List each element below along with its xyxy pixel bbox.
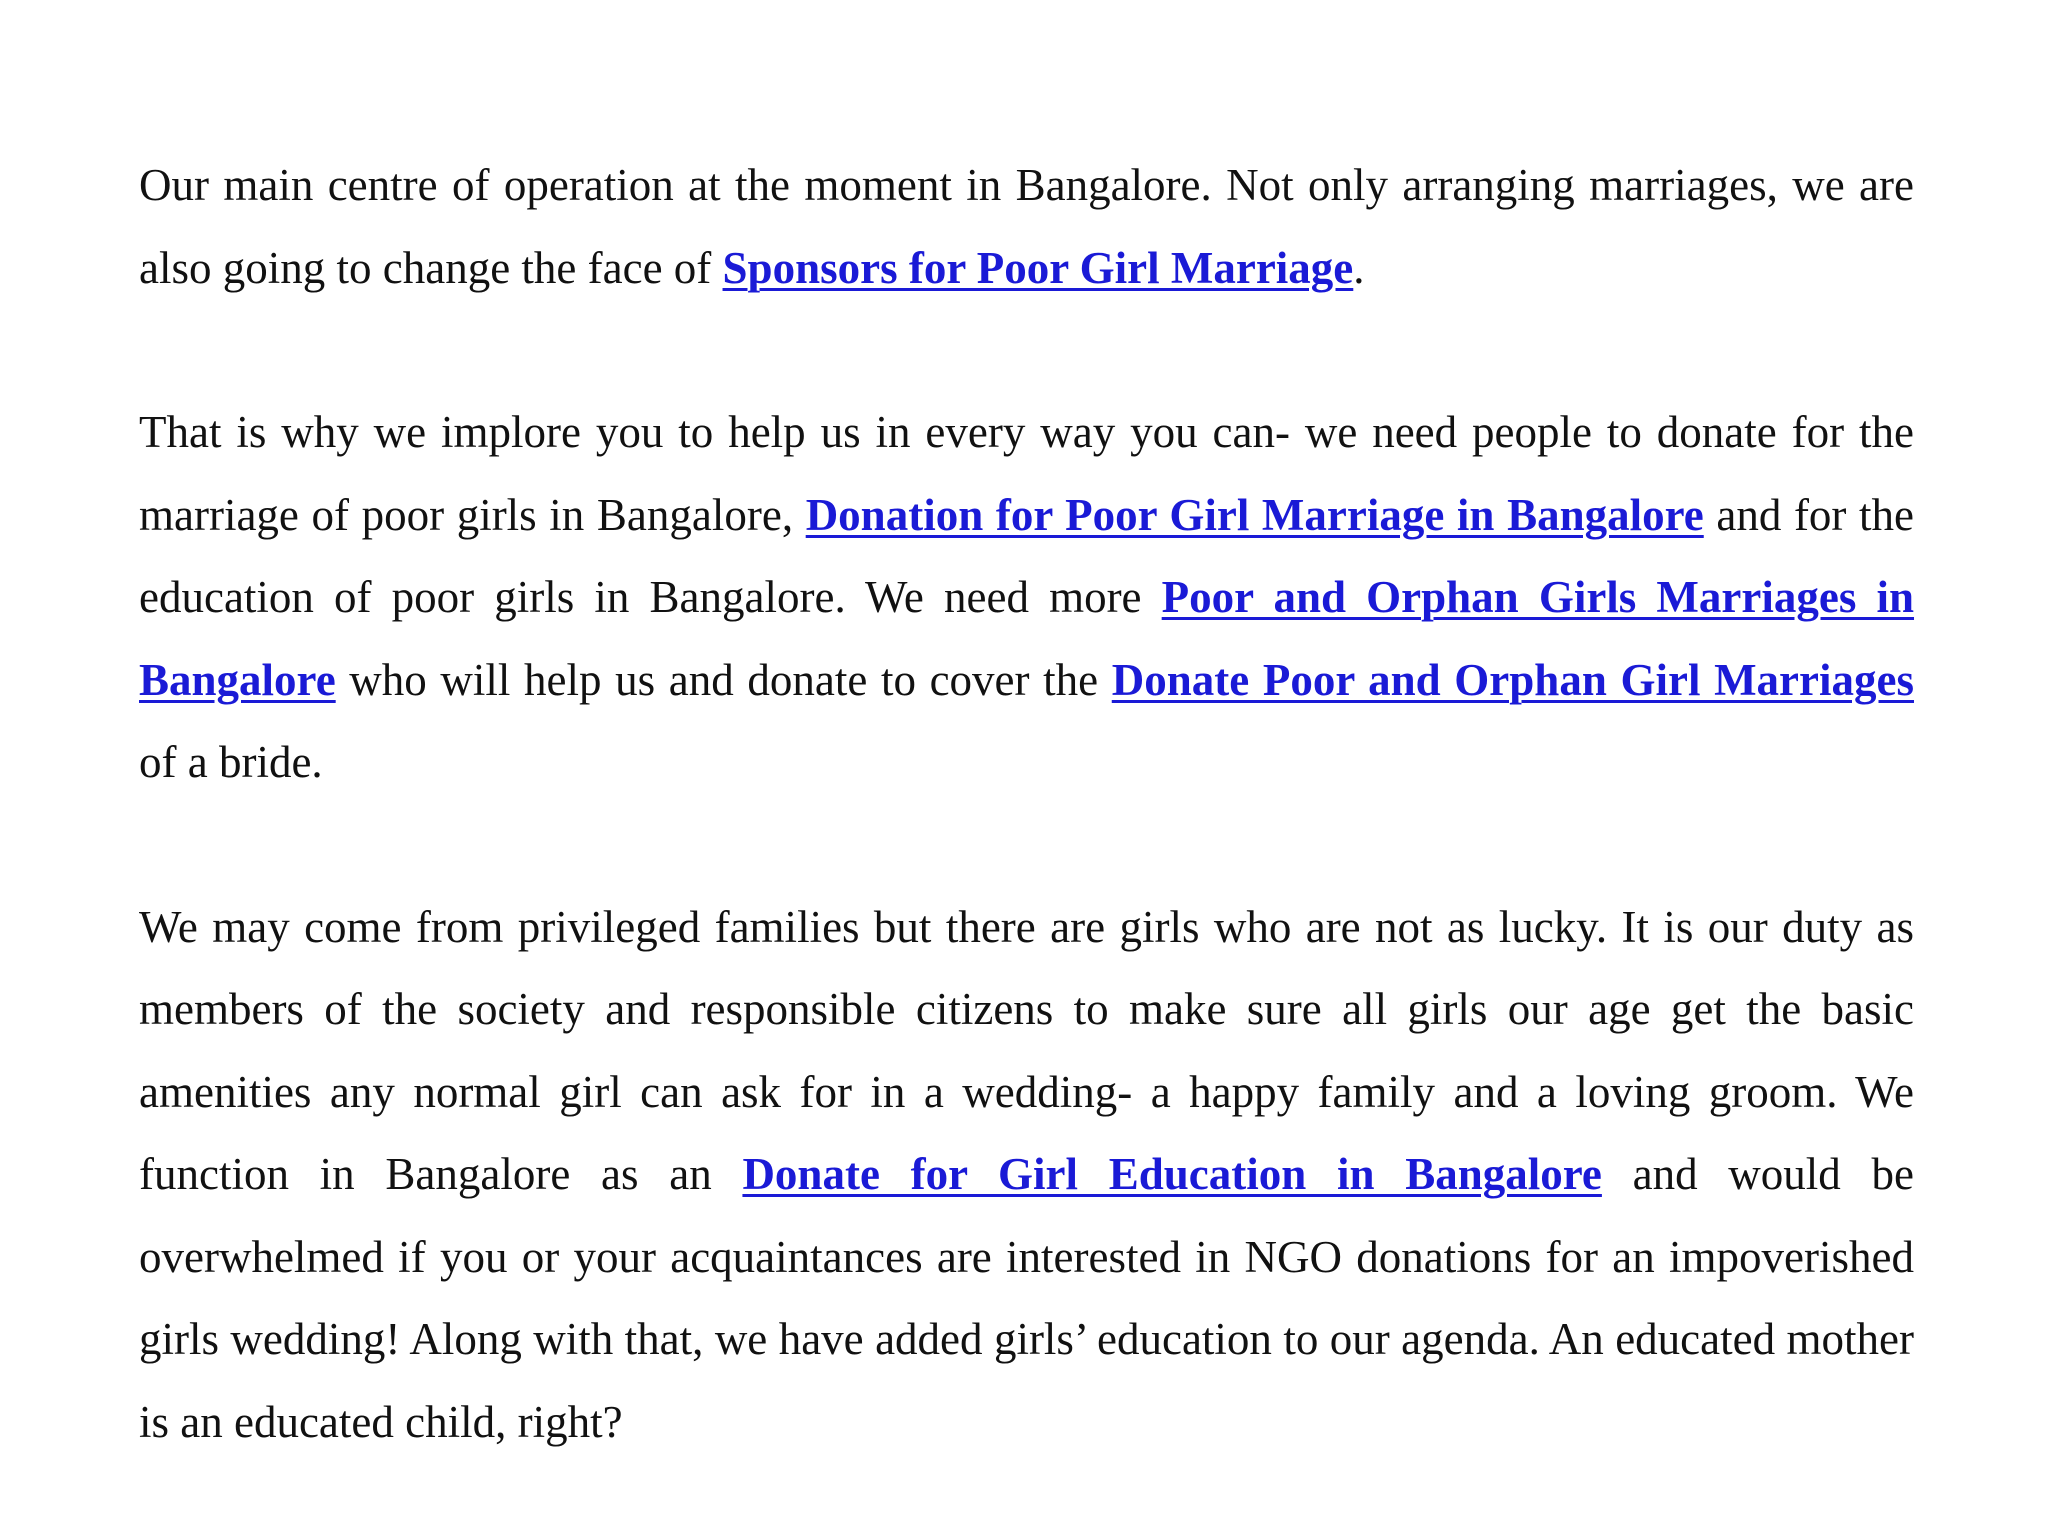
paragraph-text: . <box>1353 242 1365 293</box>
paragraph-text: We may come from privileged families but there are girls who are not as lucky. It is our duty as members of the society and responsible citizens to make sure all girls our age get the basic amenities any normal girl can ask for in a wedding- a happy family and a loving groom. We function in Bangalore as an <box>139 901 1914 1199</box>
paragraph-text: and would be overwhelmed if you or your acquaintances are interested in NGO donations for an impoverished girls wedding! Along with that, we have added girls’ education to our agenda. An educated mother is an educated child, right? <box>139 1149 1915 1447</box>
link-donate-girl-education-bangalore[interactable]: Donate for Girl Education in Bangalore <box>742 1149 1602 1199</box>
link-poor-orphan-girls-marriages-bangalore[interactable]: Poor and Orphan Girls Marriages in Bangalore <box>139 572 1915 705</box>
link-donate-poor-orphan-girl-marriages[interactable]: Donate Poor and Orphan Girl Marriages <box>1111 654 1914 705</box>
paragraph-text: who will help us and donate to cover the <box>335 654 1112 705</box>
paragraph-donate-appeal <box>139 391 1914 804</box>
paragraph-text: That is why we implore you to help us in every way you can- we need people to donate for the marriage of poor girls in Bangalore, <box>139 407 1914 540</box>
paragraph-privileged-families <box>139 886 1914 1464</box>
document-body <box>139 144 1914 1463</box>
paragraph-text: of a bride. <box>139 737 323 787</box>
link-donation-poor-girl-marriage-bangalore[interactable]: Donation for Poor Girl Marriage in Bangalore <box>805 489 1704 540</box>
paragraph-operations <box>139 144 1914 309</box>
paragraph-text: and for the education of poor girls in Bangalore. We need more <box>139 489 1914 622</box>
paragraph-text: Our main centre of operation at the moment in Bangalore. Not only arranging marriages, we are also going to change the face of <box>139 160 1914 293</box>
link-sponsors-poor-girl-marriage[interactable]: Sponsors for Poor Girl Marriage <box>722 242 1354 293</box>
